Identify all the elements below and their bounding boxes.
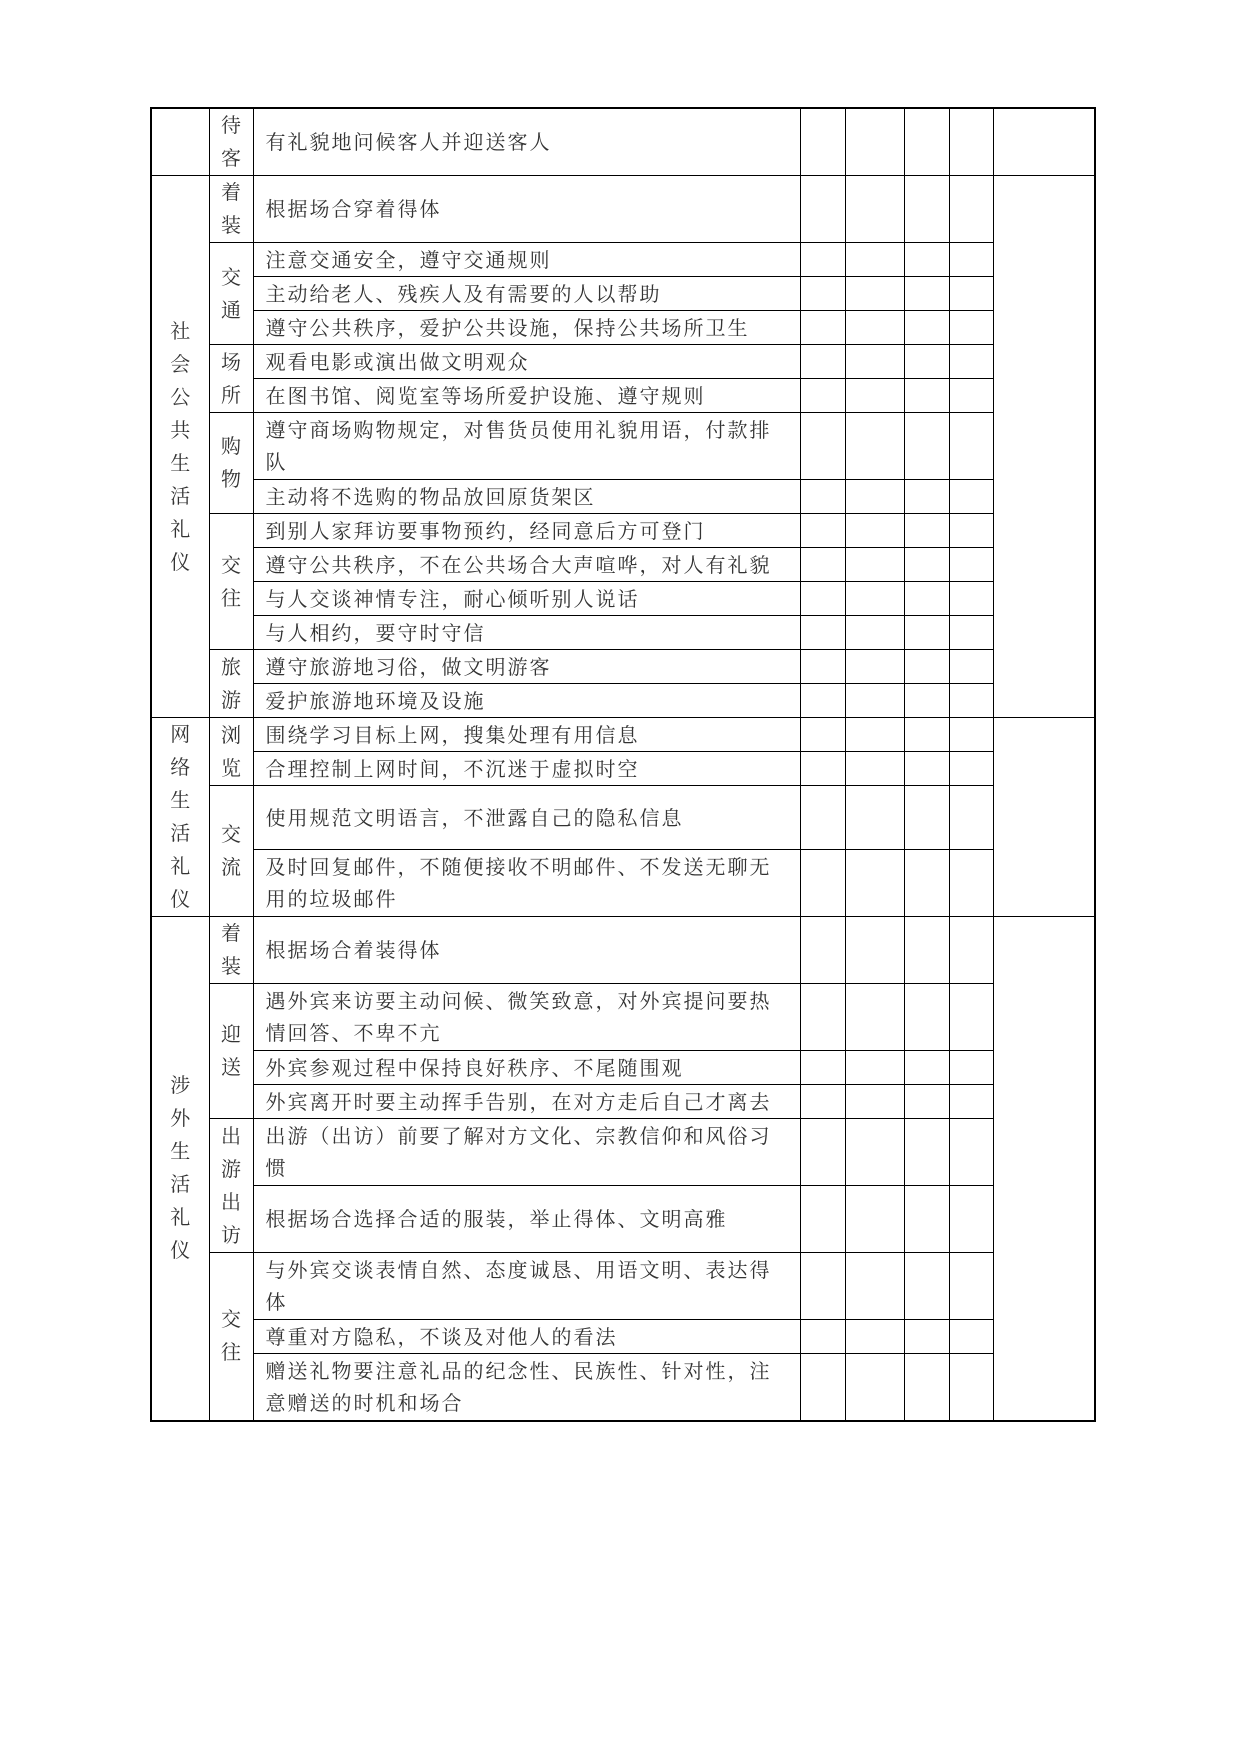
- score-cell[interactable]: [845, 480, 904, 514]
- score-cell[interactable]: [800, 786, 845, 850]
- score-cell[interactable]: [904, 345, 949, 379]
- table-row: [151, 984, 1095, 1051]
- subcategory-cell-text: 着装: [221, 180, 241, 237]
- score-cell[interactable]: [904, 514, 949, 548]
- score-cell[interactable]: [904, 984, 949, 1051]
- subcategory-cell: [209, 514, 253, 650]
- item-text-cell: 与人相约，要守时守信: [253, 616, 800, 650]
- score-cell[interactable]: [904, 379, 949, 413]
- score-cell[interactable]: [949, 413, 993, 480]
- score-cell[interactable]: [949, 1186, 993, 1253]
- score-cell[interactable]: [904, 243, 949, 277]
- score-cell[interactable]: [800, 684, 845, 718]
- score-cell[interactable]: [949, 616, 993, 650]
- score-cell[interactable]: [949, 582, 993, 616]
- subcategory-cell-text: 交往: [221, 552, 241, 610]
- score-cell[interactable]: [904, 311, 949, 345]
- table-row: [151, 1085, 1095, 1119]
- score-cell[interactable]: [845, 176, 904, 243]
- score-cell[interactable]: [800, 311, 845, 345]
- item-text-cell: 遇外宾来访要主动问候、微笑致意，对外宾提问要热情回答、不卑不亢: [253, 984, 800, 1051]
- score-cell[interactable]: [904, 1051, 949, 1085]
- table-row: [151, 1119, 1095, 1186]
- subcategory-cell: [209, 108, 253, 176]
- score-cell[interactable]: [800, 514, 845, 548]
- score-cell[interactable]: [800, 850, 845, 917]
- score-cell[interactable]: [949, 752, 993, 786]
- item-text-cell: 遵守旅游地习俗，做文明游客: [253, 650, 800, 684]
- score-cell[interactable]: [949, 548, 993, 582]
- subcategory-cell: [209, 1119, 253, 1253]
- score-cell[interactable]: [845, 850, 904, 917]
- score-cell[interactable]: [949, 176, 993, 243]
- score-cell[interactable]: [800, 1085, 845, 1119]
- score-cell[interactable]: [949, 514, 993, 548]
- score-cell[interactable]: [949, 1051, 993, 1085]
- score-cell[interactable]: [845, 548, 904, 582]
- score-cell[interactable]: [845, 345, 904, 379]
- item-text-cell: 有礼貌地问候客人并迎送客人: [253, 108, 800, 176]
- score-cell[interactable]: [800, 650, 845, 684]
- table-body: [151, 108, 1095, 1421]
- score-cell[interactable]: [904, 1186, 949, 1253]
- score-cell[interactable]: [800, 1119, 845, 1186]
- item-text-cell: 根据场合着装得体: [253, 917, 800, 984]
- score-cell[interactable]: [949, 243, 993, 277]
- subcategory-cell: [209, 650, 253, 718]
- table-row: [151, 582, 1095, 616]
- item-text-cell: 遵守公共秩序，爱护公共设施，保持公共场所卫生: [253, 311, 800, 345]
- score-cell[interactable]: [845, 616, 904, 650]
- table-row: [151, 917, 1095, 984]
- category-cell: [151, 176, 209, 718]
- subcategory-cell-text: 交流: [221, 822, 241, 879]
- score-cell[interactable]: [845, 752, 904, 786]
- score-cell[interactable]: [845, 718, 904, 752]
- category-cell: [151, 108, 209, 176]
- etiquette-evaluation-table: [150, 107, 1096, 1422]
- item-text-cell: 根据场合穿着得体: [253, 176, 800, 243]
- score-cell[interactable]: [845, 650, 904, 684]
- score-cell[interactable]: [904, 917, 949, 984]
- score-cell[interactable]: [800, 1354, 845, 1421]
- table-row: [151, 176, 1095, 243]
- score-cell[interactable]: [845, 311, 904, 345]
- item-text-cell: 主动将不选购的物品放回原货架区: [253, 480, 800, 514]
- subcategory-cell-text: 浏览: [221, 722, 241, 780]
- subcategory-cell-text: 出游出访: [221, 1123, 241, 1247]
- subcategory-cell: [209, 243, 253, 345]
- score-cell[interactable]: [904, 752, 949, 786]
- score-cell[interactable]: [949, 108, 993, 176]
- subcategory-cell: [209, 917, 253, 984]
- score-cell[interactable]: [845, 277, 904, 311]
- table-row: [151, 850, 1095, 917]
- table-row: [151, 548, 1095, 582]
- table-row: [151, 379, 1095, 413]
- category-cell-text: 社会公共生活礼仪: [170, 318, 191, 574]
- score-cell[interactable]: [800, 243, 845, 277]
- table-row: [151, 1253, 1095, 1320]
- score-cell[interactable]: [949, 684, 993, 718]
- score-cell[interactable]: [904, 1320, 949, 1354]
- score-cell[interactable]: [904, 1119, 949, 1186]
- table-row: [151, 684, 1095, 718]
- score-cell[interactable]: [949, 379, 993, 413]
- subcategory-cell-text: 场所: [221, 349, 241, 407]
- score-cell[interactable]: [949, 917, 993, 984]
- score-cell[interactable]: [904, 786, 949, 850]
- subcategory-cell-text: 交通: [221, 264, 241, 322]
- score-cell[interactable]: [904, 582, 949, 616]
- item-text-cell: 与人交谈神情专注，耐心倾听别人说话: [253, 582, 800, 616]
- table-row: [151, 1186, 1095, 1253]
- score-cell[interactable]: [845, 917, 904, 984]
- subcategory-cell-text: 迎送: [221, 1022, 241, 1079]
- item-text-cell: 到别人家拜访要事物预约，经同意后方可登门: [253, 514, 800, 548]
- subcategory-cell-text: 购物: [221, 434, 241, 491]
- table-row: [151, 311, 1095, 345]
- table-row: [151, 616, 1095, 650]
- score-cell[interactable]: [949, 718, 993, 752]
- score-cell[interactable]: [904, 684, 949, 718]
- score-cell[interactable]: [904, 718, 949, 752]
- subcategory-cell-text: 待客: [221, 113, 241, 170]
- group-total-cell[interactable]: [993, 718, 1095, 917]
- item-text-cell: 遵守公共秩序，不在公共场合大声喧哗，对人有礼貌: [253, 548, 800, 582]
- subcategory-cell: [209, 1253, 253, 1421]
- table-row: [151, 277, 1095, 311]
- score-cell[interactable]: [800, 176, 845, 243]
- item-text-cell: 注意交通安全，遵守交通规则: [253, 243, 800, 277]
- score-cell[interactable]: [800, 413, 845, 480]
- item-text-cell: 外宾离开时要主动挥手告别，在对方走后自己才离去: [253, 1085, 800, 1119]
- score-cell[interactable]: [904, 1253, 949, 1320]
- score-cell[interactable]: [949, 1119, 993, 1186]
- score-cell[interactable]: [949, 277, 993, 311]
- item-text-cell: 尊重对方隐私，不谈及对他人的看法: [253, 1320, 800, 1354]
- score-cell[interactable]: [904, 1085, 949, 1119]
- subcategory-cell: [209, 718, 253, 786]
- item-text-cell: 主动给老人、残疾人及有需要的人以帮助: [253, 277, 800, 311]
- table-row: [151, 1320, 1095, 1354]
- item-text-cell: 使用规范文明语言，不泄露自己的隐私信息: [253, 786, 800, 850]
- table-row: [151, 650, 1095, 684]
- group-total-cell[interactable]: [993, 108, 1095, 176]
- score-cell[interactable]: [845, 413, 904, 480]
- score-cell[interactable]: [845, 379, 904, 413]
- item-text-cell: 赠送礼物要注意礼品的纪念性、民族性、针对性，注意赠送的时机和场合: [253, 1354, 800, 1421]
- score-cell[interactable]: [904, 1354, 949, 1421]
- subcategory-cell: [209, 176, 253, 243]
- table-row: [151, 1354, 1095, 1421]
- score-cell[interactable]: [845, 243, 904, 277]
- score-cell[interactable]: [904, 413, 949, 480]
- table-row: [151, 243, 1095, 277]
- category-cell-text: 网络生活礼仪: [170, 722, 191, 911]
- score-cell[interactable]: [845, 684, 904, 718]
- score-cell[interactable]: [949, 984, 993, 1051]
- subcategory-cell-text: 着装: [221, 921, 241, 978]
- score-cell[interactable]: [800, 718, 845, 752]
- subcategory-cell-text: 旅游: [221, 654, 241, 712]
- score-cell[interactable]: [949, 345, 993, 379]
- item-text-cell: 遵守商场购物规定，对售货员使用礼貌用语，付款排队: [253, 413, 800, 480]
- category-cell: [151, 718, 209, 917]
- score-cell[interactable]: [845, 1119, 904, 1186]
- table-row: [151, 718, 1095, 752]
- item-text-cell: 观看电影或演出做文明观众: [253, 345, 800, 379]
- score-cell[interactable]: [845, 1186, 904, 1253]
- table-row: [151, 413, 1095, 480]
- score-cell[interactable]: [904, 616, 949, 650]
- subcategory-cell: [209, 345, 253, 413]
- score-cell[interactable]: [949, 1253, 993, 1320]
- table-row: [151, 752, 1095, 786]
- subcategory-cell: [209, 413, 253, 514]
- score-cell[interactable]: [949, 650, 993, 684]
- category-cell-text: 涉外生活礼仪: [170, 1073, 191, 1263]
- score-cell[interactable]: [904, 548, 949, 582]
- item-text-cell: 及时回复邮件，不随便接收不明邮件、不发送无聊无用的垃圾邮件: [253, 850, 800, 917]
- score-cell[interactable]: [845, 1354, 904, 1421]
- item-text-cell: 出游（出访）前要了解对方文化、宗教信仰和风俗习惯: [253, 1119, 800, 1186]
- score-cell[interactable]: [845, 786, 904, 850]
- score-cell[interactable]: [800, 752, 845, 786]
- item-text-cell: 与外宾交谈表情自然、态度诚恳、用语文明、表达得体: [253, 1253, 800, 1320]
- score-cell[interactable]: [800, 1320, 845, 1354]
- item-text-cell: 围绕学习目标上网，搜集处理有用信息: [253, 718, 800, 752]
- score-cell[interactable]: [800, 1051, 845, 1085]
- subcategory-cell: [209, 786, 253, 917]
- score-cell[interactable]: [949, 311, 993, 345]
- category-cell: [151, 917, 209, 1421]
- score-cell[interactable]: [949, 480, 993, 514]
- score-cell[interactable]: [949, 1320, 993, 1354]
- score-cell[interactable]: [800, 345, 845, 379]
- score-cell[interactable]: [845, 1051, 904, 1085]
- score-cell[interactable]: [800, 108, 845, 176]
- score-cell[interactable]: [800, 480, 845, 514]
- score-cell[interactable]: [949, 850, 993, 917]
- score-cell[interactable]: [800, 582, 845, 616]
- score-cell[interactable]: [845, 1320, 904, 1354]
- score-cell[interactable]: [845, 984, 904, 1051]
- score-cell[interactable]: [949, 1085, 993, 1119]
- item-text-cell: 合理控制上网时间，不沉迷于虚拟时空: [253, 752, 800, 786]
- item-text-cell: 在图书馆、阅览室等场所爱护设施、遵守规则: [253, 379, 800, 413]
- score-cell[interactable]: [904, 176, 949, 243]
- table-row: [151, 480, 1095, 514]
- score-cell[interactable]: [904, 277, 949, 311]
- score-cell[interactable]: [800, 277, 845, 311]
- subcategory-cell: [209, 984, 253, 1119]
- score-cell[interactable]: [800, 917, 845, 984]
- score-cell[interactable]: [800, 548, 845, 582]
- score-cell[interactable]: [800, 984, 845, 1051]
- score-cell[interactable]: [845, 1085, 904, 1119]
- table-row: [151, 345, 1095, 379]
- item-text-cell: 外宾参观过程中保持良好秩序、不尾随围观: [253, 1051, 800, 1085]
- group-total-cell[interactable]: [993, 176, 1095, 718]
- score-cell[interactable]: [800, 379, 845, 413]
- table-row: [151, 786, 1095, 850]
- score-cell[interactable]: [800, 616, 845, 650]
- table-row: [151, 1051, 1095, 1085]
- item-text-cell: 根据场合选择合适的服装，举止得体、文明高雅: [253, 1186, 800, 1253]
- score-cell[interactable]: [904, 480, 949, 514]
- score-cell[interactable]: [904, 108, 949, 176]
- score-cell[interactable]: [800, 1186, 845, 1253]
- score-cell[interactable]: [845, 582, 904, 616]
- subcategory-cell-text: 交往: [221, 1307, 241, 1365]
- score-cell[interactable]: [800, 1253, 845, 1320]
- score-cell[interactable]: [949, 1354, 993, 1421]
- item-text-cell: 爱护旅游地环境及设施: [253, 684, 800, 718]
- table-row: [151, 514, 1095, 548]
- table-row: [151, 108, 1095, 176]
- score-cell[interactable]: [845, 1253, 904, 1320]
- score-cell[interactable]: [904, 850, 949, 917]
- group-total-cell[interactable]: [993, 917, 1095, 1421]
- score-cell[interactable]: [904, 650, 949, 684]
- score-cell[interactable]: [845, 514, 904, 548]
- score-cell[interactable]: [949, 786, 993, 850]
- score-cell[interactable]: [845, 108, 904, 176]
